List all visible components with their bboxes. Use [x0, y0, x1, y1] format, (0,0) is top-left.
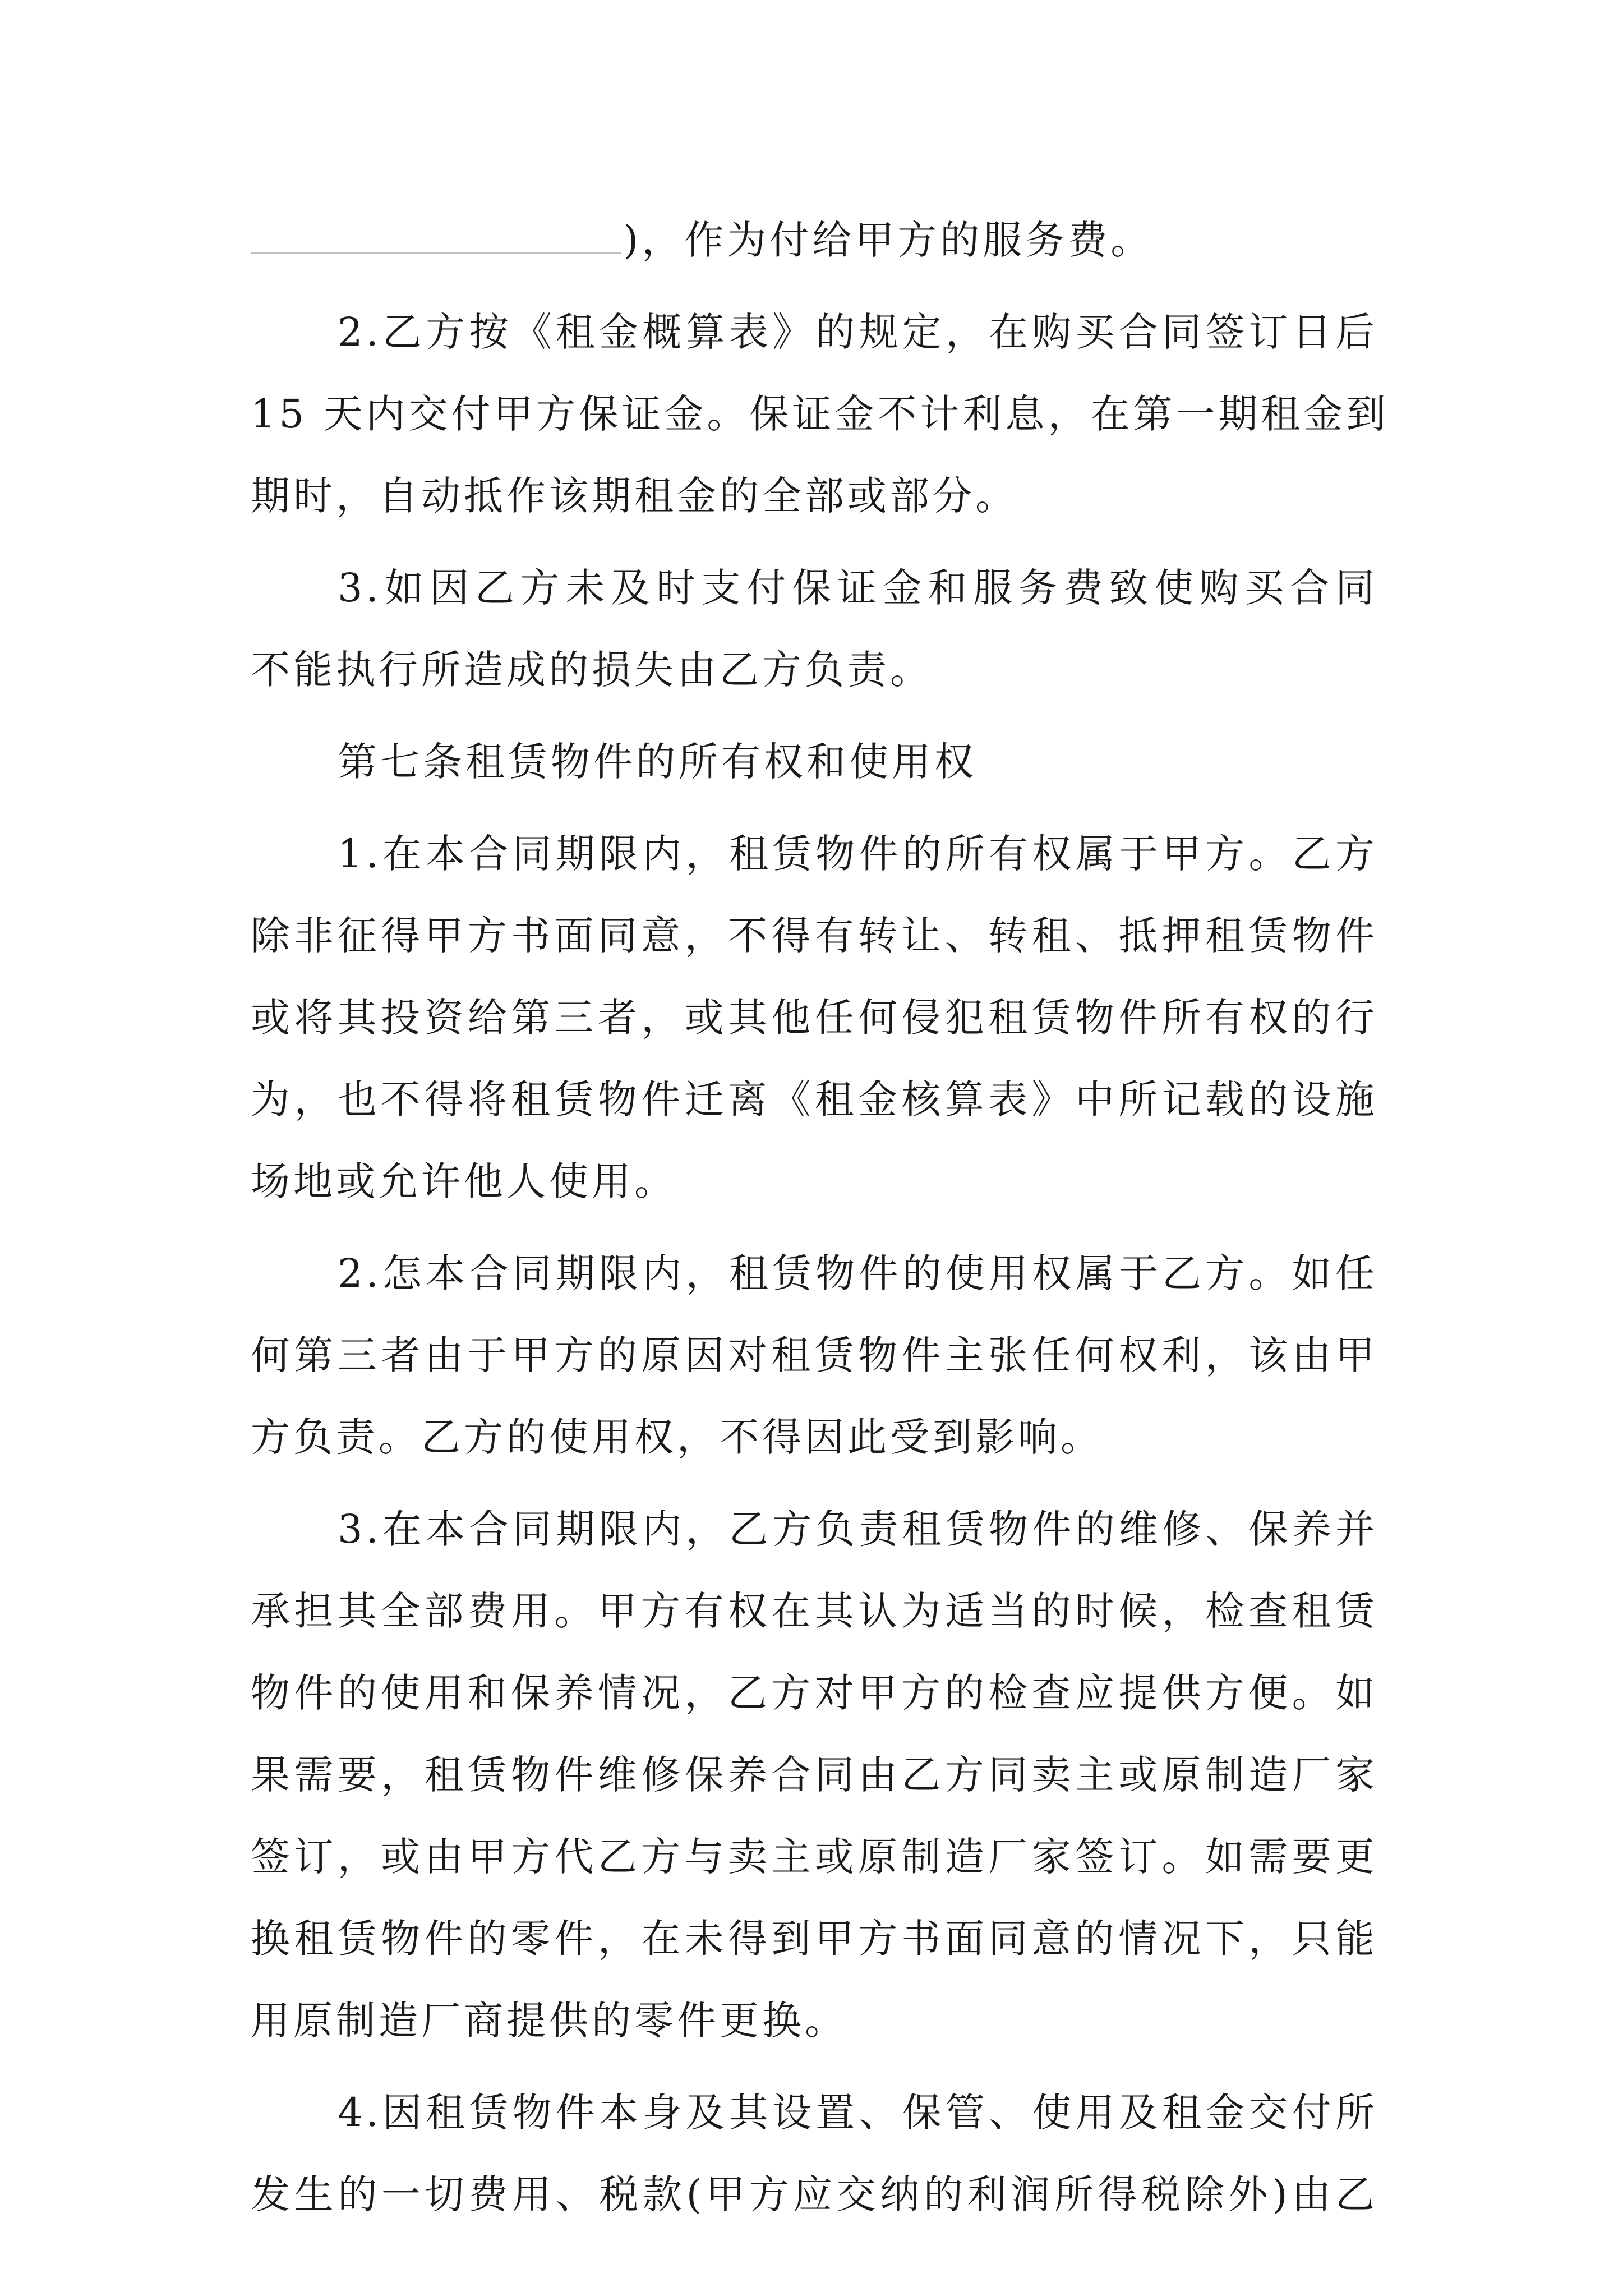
paragraph-gap: [251, 1478, 1378, 1488]
line-text: 4.因租赁物件本身及其设置、保管、使用及租金交付所: [338, 2090, 1378, 2136]
text-line: [251, 1314, 1378, 1396]
line-text: 方负责。乙方的使用权，不得因此受到影响。: [251, 1414, 1103, 1460]
line-text: 或将其投资给第三者，或其他任何侵犯租赁物件所有权的行: [251, 995, 1378, 1041]
line-text: 除非征得甲方书面同意，不得有转让、转租、抵押租赁物件: [251, 913, 1378, 959]
text-line: [251, 291, 1378, 373]
line-text: 果需要，租赁物件维修保养合同由乙方同卖主或原制造厂家: [251, 1752, 1378, 1798]
line-text: 用原制造厂商提供的零件更换。: [251, 1998, 847, 2044]
text-line: [251, 1488, 1378, 1570]
fill-in-blank: [251, 217, 621, 254]
text-line: [251, 895, 1378, 977]
text-line: [251, 1816, 1378, 1898]
line-text: )，作为付给甲方的服务费。: [623, 217, 1154, 263]
text-line: [251, 1898, 1378, 1980]
paragraph-gap: [251, 711, 1378, 721]
text-line: [251, 1140, 1378, 1222]
text-line: [251, 1396, 1378, 1478]
line-text: 场地或允许他人使用。: [251, 1158, 677, 1204]
text-line: [251, 1734, 1378, 1816]
line-text: 为，也不得将租赁物件迁离《租金核算表》中所记载的设施: [251, 1076, 1378, 1122]
line-text: 第七条租赁物件的所有权和使用权: [338, 739, 977, 785]
text-line: [251, 629, 1378, 711]
line-text: 15 天内交付甲方保证金。保证金不计利息，在第一期租金到: [251, 391, 1389, 437]
text-line: [251, 455, 1378, 537]
paragraph-gap: [251, 281, 1378, 291]
text-line: [251, 199, 1378, 281]
text-line: [251, 1232, 1378, 1314]
line-text: 换租赁物件的零件，在未得到甲方书面同意的情况下，只能: [251, 1916, 1378, 1962]
text-line: [251, 2154, 1378, 2235]
text-line: [251, 1652, 1378, 1734]
line-text: 1.在本合同期限内，租赁物件的所有权属于甲方。乙方: [338, 831, 1378, 877]
text-line: [251, 977, 1378, 1059]
text-line: [251, 2072, 1378, 2154]
paragraph-gap: [251, 2062, 1378, 2072]
text-line: [251, 1570, 1378, 1652]
line-text: 不能执行所造成的损失由乙方负责。: [251, 647, 933, 693]
text-line: [251, 1059, 1378, 1140]
text-line: [251, 547, 1378, 629]
text-line: [251, 813, 1378, 895]
line-text: 发生的一切费用、税款(甲方应交纳的利润所得税除外)由乙: [251, 2171, 1378, 2217]
line-text: 签订，或由甲方代乙方与卖主或原制造厂家签订。如需要更: [251, 1834, 1378, 1880]
paragraph-gap: [251, 537, 1378, 547]
line-text: 2.怎本合同期限内，租赁物件的使用权属于乙方。如任: [338, 1250, 1378, 1296]
line-text: 何第三者由于甲方的原因对租赁物件主张任何权利，该由甲: [251, 1332, 1378, 1378]
text-line: [251, 721, 1378, 803]
paragraph-gap: [251, 803, 1378, 813]
line-text: 2.乙方按《租金概算表》的规定，在购买合同签订日后: [338, 309, 1378, 355]
text-line: [251, 1980, 1378, 2062]
line-text: 3.如因乙方未及时支付保证金和服务费致使购买合同: [338, 565, 1378, 611]
text-line: [251, 373, 1389, 455]
line-text: 物件的使用和保养情况，乙方对甲方的检查应提供方便。如: [251, 1670, 1378, 1716]
paragraph-gap: [251, 1222, 1378, 1232]
line-text: 3.在本合同期限内，乙方负责租赁物件的维修、保养并: [338, 1506, 1378, 1552]
document-page: [251, 199, 1389, 2235]
line-text: 期时，自动抵作该期租金的全部或部分。: [251, 473, 1018, 519]
line-text: 承担其全部费用。甲方有权在其认为适当的时候，检查租赁: [251, 1588, 1378, 1634]
